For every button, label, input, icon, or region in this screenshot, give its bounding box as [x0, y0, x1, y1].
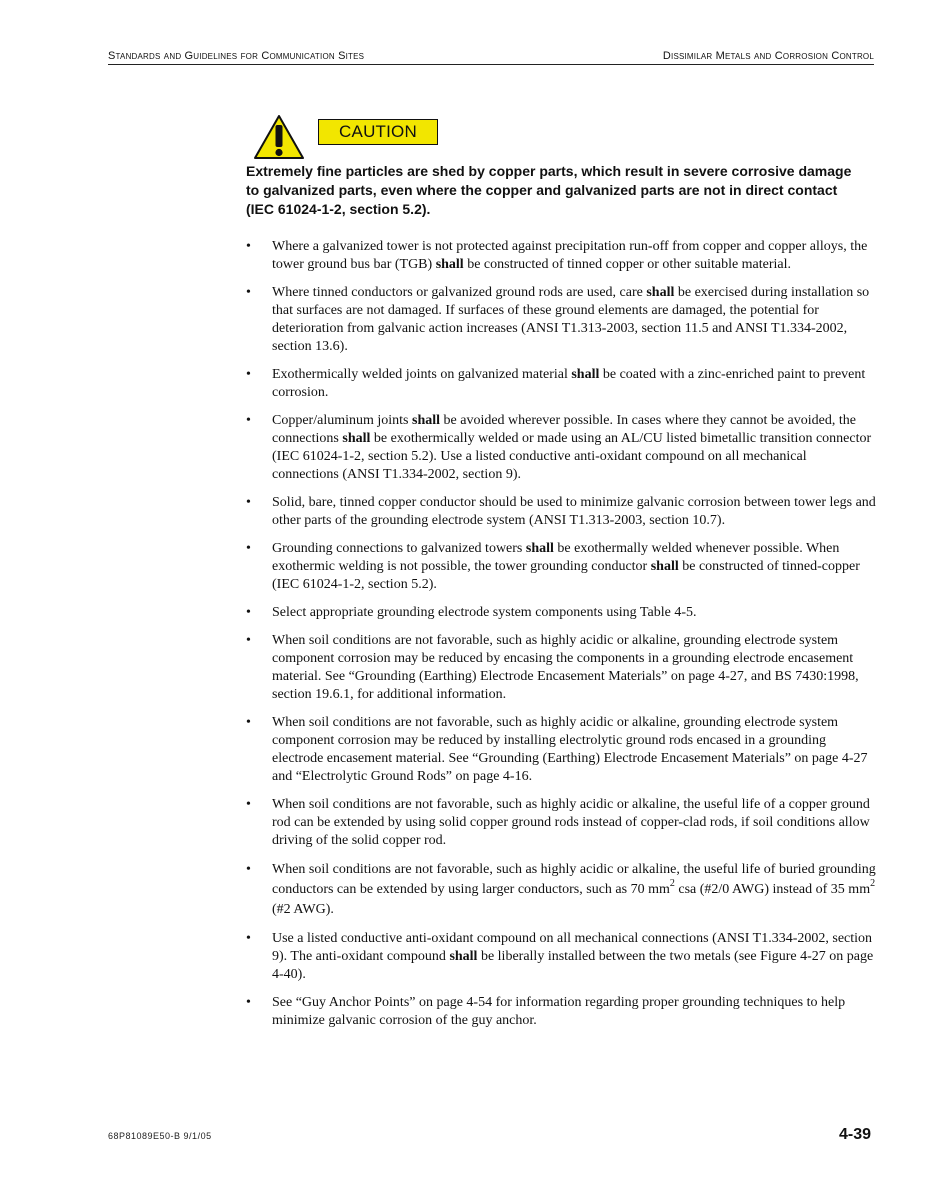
list-item: • Copper/aluminum joints shall be avoided wherever possible. In cases where they cannot be avoided, the connections shall be exothermically welded or made using an AL/CU listed bimetallic transition connector (IEC 61024-1-2, section 5.2). Use a listed conductive anti-oxidant compound on all mechanical connections (ANSI T1.334-2002, section 9). — [246, 413, 872, 482]
bullet-mark: • — [246, 367, 251, 382]
footer-doc-id: 68P81089E50-B 9/1/05 — [108, 1131, 212, 1141]
bullet-list — [246, 238, 876, 1040]
bullet-mark: • — [246, 862, 251, 877]
list-item: • Where a galvanized tower is not protected against precipitation run-off from copper and copper alloys, the tower ground bus bar (TGB) shall be constructed of tinned copper or other suitable material. — [246, 239, 868, 272]
list-item: • Exothermically welded joints on galvanized material shall be coated with a zinc-enriched paint to prevent corrosion. — [246, 367, 866, 400]
bullet-mark: • — [246, 797, 251, 812]
bullet-mark: • — [246, 633, 251, 648]
list-item: • When soil conditions are not favorable, such as highly acidic or alkaline, the useful life of buried grounding conductors can be extended by using larger conductors, such as 70 $mm^2$ csa (#2/0 AWG) instead of 35 $mm^2$ (#2 AWG). — [246, 862, 876, 917]
running-header — [108, 50, 874, 64]
header-right-title: Dissimilar Metals and Corrosion Control — [662, 50, 874, 62]
header-rule — [108, 64, 874, 65]
list-item: • When soil conditions are not favorable, such as highly acidic or alkaline, grounding electrode system component corrosion may be reduced by encasing the components in a grounding electrode encasement material. See “Grounding (Earthing) Electrode Encasement Materials” on page 4-27, and BS 7430:1998, section 19.6.1, for additional information. — [246, 633, 859, 702]
caution-message: Extremely fine particles are shed by copper parts, which result in severe corrosive damage to galvanized parts, even where the copper and galvanized parts are not in direct contact (IEC 61024-1-2, section 5.2). — [246, 163, 852, 217]
bullet-mark: • — [246, 239, 251, 254]
bullet-mark: • — [246, 541, 251, 556]
list-item: • Where tinned conductors or galvanized ground rods are used, care shall be exercised during installation so that surfaces are not damaged. If surfaces of these ground elements are damaged, the potential for deterioration from galvanic action increases (ANSI T1.313-2003, section 11.5 and ANSI T1.334-2002, section 13.6). — [246, 285, 870, 354]
list-item: • When soil conditions are not favorable, such as highly acidic or alkaline, the useful life of a copper ground rod can be extended by using solid copper ground rods instead of copper-clad rods, if soil conditions allow driving of the solid copper rod. — [246, 797, 870, 848]
list-item: • Grounding connections to galvanized towers shall be exothermally welded whenever possible. When exothermic welding is not possible, the tower grounding conductor shall be constructed of tinned-copper (IEC 61024-1-2, section 5.2). — [246, 541, 860, 592]
page-number: 4-39 — [838, 1126, 871, 1143]
bullet-mark: • — [246, 931, 251, 946]
list-item: • See “Guy Anchor Points” on page 4-54 for information regarding proper grounding techniques to help minimize galvanic corrosion of the guy anchor. — [246, 995, 846, 1028]
list-item: • Solid, bare, tinned copper conductor should be used to minimize galvanic corrosion between tower legs and other parts of the grounding electrode system (ANSI T1.313-2003, section 10.7). — [246, 495, 876, 528]
bullet-mark: • — [246, 495, 251, 510]
header-left-title: Standards and Guidelines for Communication Sites — [108, 50, 365, 62]
caution-label: CAUTION — [318, 119, 438, 145]
list-item: • When soil conditions are not favorable, such as highly acidic or alkaline, grounding electrode system component corrosion may be reduced by installing electrolytic ground rods encased in a grounding electrode encasement material. See “Grounding (Earthing) Electrode Encasement Materials” on page 4-27 and “Electrolytic Ground Rods” on page 4-16. — [246, 715, 868, 784]
bullet-mark: • — [246, 413, 251, 428]
bullet-mark: • — [246, 605, 251, 620]
bullet-mark: • — [246, 285, 251, 300]
list-item: • Use a listed conductive anti-oxidant compound on all mechanical connections (ANSI T1.334-2002, section 9). The anti-oxidant compound shall be liberally installed between the two metals (see Figure 4-27 on page 4-40). — [246, 931, 874, 982]
list-item: • Select appropriate grounding electrode system components using Table 4-5. — [246, 605, 697, 620]
bullet-mark: • — [246, 715, 251, 730]
warning-triangle-icon — [253, 114, 305, 160]
bullet-mark: • — [246, 995, 251, 1010]
